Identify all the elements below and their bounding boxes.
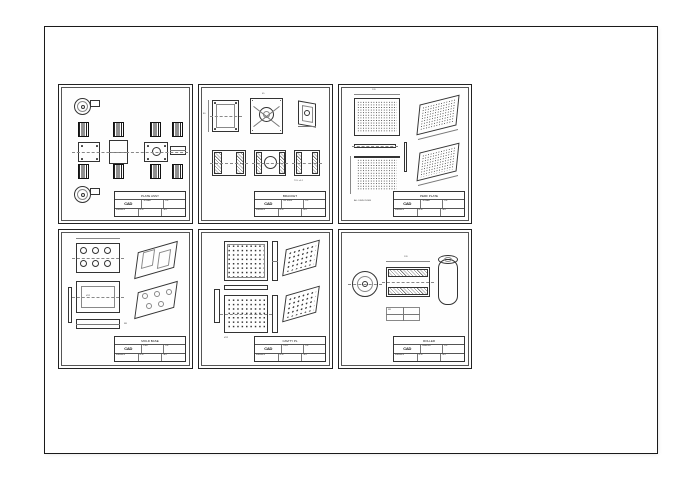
tire-2 xyxy=(113,122,124,137)
mold-note-a: R8 xyxy=(124,323,127,325)
titleblock-4-row-1 xyxy=(115,345,185,353)
titleblock-1-r2c3: 1/6 xyxy=(163,208,167,211)
iso-bracket-hole xyxy=(304,110,310,116)
roller-iso-body xyxy=(438,259,458,305)
perf-plate-plan-bottom-holes xyxy=(357,159,397,191)
plate-left-hole-3 xyxy=(81,158,83,160)
titleblock-5-r1c1: H13 xyxy=(282,345,304,352)
titleblock-3-row-2 xyxy=(394,209,464,216)
titleblock-6-row-2 xyxy=(394,354,464,361)
titleblock-3-row-1 xyxy=(394,200,464,208)
plate-left-hole-4 xyxy=(96,158,98,160)
mold-plan-mid-note: Ø12 xyxy=(86,295,91,297)
sheet-2-inner xyxy=(201,87,330,221)
spacer-bar-cl xyxy=(352,146,398,147)
titleblock-5-r1c2: 1:2 xyxy=(305,345,309,348)
roller-section-hatch-bottom xyxy=(388,287,428,295)
titleblock-5-r2c3: 5/6 xyxy=(303,353,307,356)
titleblock-sheet-3 xyxy=(393,191,465,217)
perf-plate-plan-bottom xyxy=(354,156,400,158)
sheet-cavity-plate[interactable] xyxy=(198,229,333,369)
titleblock-4-r1c1: P20 xyxy=(142,345,164,352)
titleblock-4-r2c1: DRAWN xyxy=(115,354,139,361)
titleblock-1-r1c1: STEEL xyxy=(142,200,164,207)
titleblock-4-r1c2: 1:2 xyxy=(165,345,169,348)
perf-bottom-dim xyxy=(350,156,351,194)
flange-centerline xyxy=(210,116,242,117)
perf-top-dim-label: 120 xyxy=(372,89,376,91)
titleblock-2-row-2 xyxy=(255,209,325,216)
mold-plan-bore-4 xyxy=(80,260,87,267)
mold-plan-top-dim xyxy=(76,238,120,239)
titleblock-sheet-6 xyxy=(393,336,465,362)
titleblock-6-r2c3: 6/6 xyxy=(442,353,446,356)
titleblock-3-logo: CAD xyxy=(394,200,421,207)
titleblock-6-r1c1: BRASS xyxy=(421,345,443,352)
cavity-plan-top-frame xyxy=(227,244,265,278)
cavity-strip-bottom xyxy=(272,295,278,333)
titleblock-4-row-2 xyxy=(115,354,185,361)
mold-iso-mid-hole-2 xyxy=(154,291,160,297)
mold-plan-bore-3 xyxy=(104,247,111,254)
mold-iso-mid-hole-5 xyxy=(158,301,164,307)
plate-right-hole-2 xyxy=(164,145,166,147)
mold-iso-mid xyxy=(134,281,178,320)
titleblock-2-r2c2: A.K. xyxy=(279,209,303,216)
tire-6 xyxy=(113,164,124,179)
titleblock-5-row-2 xyxy=(255,354,325,361)
titleblock-1-logo: CAD xyxy=(115,200,142,207)
round-part-top-tab xyxy=(90,100,100,107)
iso-bracket-edge xyxy=(298,126,316,127)
roller-section-dim-label: 120 xyxy=(404,256,408,258)
mold-elevation-bar xyxy=(68,287,72,323)
titleblock-sheet-4 xyxy=(114,336,186,362)
flange-hole-4 xyxy=(235,128,237,130)
titleblock-2-r1c1: AL 6061 xyxy=(282,200,304,207)
roller-spec-label: R8 xyxy=(388,309,391,311)
plate-left-hole-1 xyxy=(81,145,83,147)
tire-7 xyxy=(150,164,161,179)
mold-plan-bore-6 xyxy=(104,260,111,267)
flange-dim-label: 80 xyxy=(203,113,206,115)
titleblock-5-title: CAVITY PL xyxy=(255,337,325,345)
mold-plan-bore-1 xyxy=(80,247,87,254)
titleblock-3-r2c2: A.K. xyxy=(418,209,442,216)
titleblock-6-title: ROLLER xyxy=(394,337,464,345)
plate-right-hole-3 xyxy=(147,158,149,160)
mold-iso-top xyxy=(134,241,178,280)
roller-section-dim-top xyxy=(386,261,430,262)
titleblock-3-r1c2: 1:2 xyxy=(444,200,448,203)
section-block-mid-cl xyxy=(252,163,288,164)
sheet-perforated-plate[interactable] xyxy=(338,84,472,224)
flange-hole-1 xyxy=(214,102,216,104)
sheet-1-inner xyxy=(61,87,190,221)
titleblock-4-logo: CAD xyxy=(115,345,142,352)
mold-iso-mid-hole-4 xyxy=(146,303,152,309)
sheet-3-inner xyxy=(341,87,469,221)
plate-right-hole-1 xyxy=(147,145,149,147)
round-part-bottom-hub xyxy=(81,193,85,197)
mold-plan-bore-2 xyxy=(92,247,99,254)
titleblock-3-r2c1: DRAWN xyxy=(394,209,418,216)
titleblock-sheet-2 xyxy=(254,191,326,217)
tire-4 xyxy=(172,122,183,137)
cavity-note: Ø12 xyxy=(224,337,229,339)
sheet-roller-section[interactable] xyxy=(338,229,472,369)
mold-bottom-plate-split xyxy=(76,324,120,325)
titleblock-3-r1c1: STEEL xyxy=(421,200,443,207)
titleblock-5-r2c1: DRAWN xyxy=(255,354,279,361)
titleblock-2-row-1 xyxy=(255,200,325,208)
titleblock-1-r2c2: A.K. xyxy=(139,209,163,216)
mold-plan-top-cl xyxy=(72,258,124,259)
tire-5 xyxy=(78,164,89,179)
note-units: ALL DIMS IN MM xyxy=(354,200,371,202)
flange-hole-2 xyxy=(235,102,237,104)
titleblock-6-r1c2: 1:1 xyxy=(444,345,448,348)
round-part-bottom-tab xyxy=(90,188,100,195)
cavity-elevation-left xyxy=(214,289,220,323)
cavity-elevation-top-bar xyxy=(224,285,268,290)
plate-right-hole-4 xyxy=(164,158,166,160)
sheet-mold-base[interactable] xyxy=(58,229,193,369)
plate-left-hole-2 xyxy=(96,145,98,147)
dowel-pin xyxy=(404,142,407,172)
titleblock-3-title: PERF PLATE xyxy=(394,192,464,200)
drawing-grid xyxy=(58,84,472,374)
sheet-bracket-detail[interactable] xyxy=(198,84,333,224)
mold-iso-mid-hole-1 xyxy=(142,293,148,299)
titleblock-2-r2c1: DRAWN xyxy=(255,209,279,216)
roller-spec-table-col xyxy=(403,307,404,321)
titleblock-6-r2c2: A.K. xyxy=(418,354,442,361)
section-block-right-cl xyxy=(292,163,322,164)
mold-plan-mid-cl xyxy=(72,297,124,298)
sheet-6-inner xyxy=(341,232,469,366)
titleblock-1-r1c2: 1:2 xyxy=(165,200,169,203)
titleblock-3-r2c3: 3/6 xyxy=(442,208,446,211)
titleblock-4-r2c3: 4/6 xyxy=(163,353,167,356)
titleblock-1-r2c1: DRAWN xyxy=(115,209,139,216)
sheet-4-inner xyxy=(61,232,190,366)
titleblock-5-row-1 xyxy=(255,345,325,353)
tire-3 xyxy=(150,122,161,137)
section-block-left-cl xyxy=(210,163,248,164)
titleblock-4-r2c2: A.K. xyxy=(139,354,163,361)
titleblock-5-r2c2: A.K. xyxy=(279,354,303,361)
bracket-dim-top: 45 xyxy=(262,93,265,95)
titleblock-1-title: PLATE ASSY xyxy=(115,192,185,200)
titleblock-sheet-1 xyxy=(114,191,186,217)
flange-hole-3 xyxy=(214,128,216,130)
titleblock-2-r1c2: 1:1 xyxy=(305,200,309,203)
centerline-horizontal xyxy=(72,152,188,153)
mold-iso-mid-hole-3 xyxy=(166,289,172,295)
roller-section-hatch-top xyxy=(388,269,428,277)
mold-plan-bore-5 xyxy=(92,260,99,267)
titleblock-6-r2c1: DRAWN xyxy=(394,354,418,361)
note-tolerance: TOL ±0.1 xyxy=(294,180,303,182)
sheet-5-inner xyxy=(201,232,330,366)
titleblock-2-logo: CAD xyxy=(255,200,282,207)
titleblock-2-r2c3: 2/6 xyxy=(303,208,307,211)
flange-dim-left xyxy=(208,100,209,132)
cavity-plan-bottom-cl xyxy=(220,314,272,315)
titleblock-6-logo: CAD xyxy=(394,345,421,352)
titleblock-4-title: MOLD BASE xyxy=(115,337,185,345)
titleblock-6-row-1 xyxy=(394,345,464,353)
bar-far-right-line xyxy=(170,150,186,151)
titleblock-2-title: BRACKET xyxy=(255,192,325,200)
roller-end-cl-h xyxy=(348,284,382,285)
sheet-chassis-assembly[interactable] xyxy=(58,84,193,224)
roller-section-cl xyxy=(382,282,434,283)
titleblock-sheet-5 xyxy=(254,336,326,362)
titleblock-1-row-1 xyxy=(115,200,185,208)
titleblock-1-row-2 xyxy=(115,209,185,216)
perf-plate-plan-top-holes xyxy=(357,101,397,133)
tire-8 xyxy=(172,164,183,179)
round-part-top-hub xyxy=(81,105,85,109)
tire-1 xyxy=(78,122,89,137)
perf-top-dim xyxy=(354,94,400,95)
titleblock-5-logo: CAD xyxy=(255,345,282,352)
roller-iso-top-bore xyxy=(444,257,452,262)
cavity-strip-right-line xyxy=(272,261,278,262)
